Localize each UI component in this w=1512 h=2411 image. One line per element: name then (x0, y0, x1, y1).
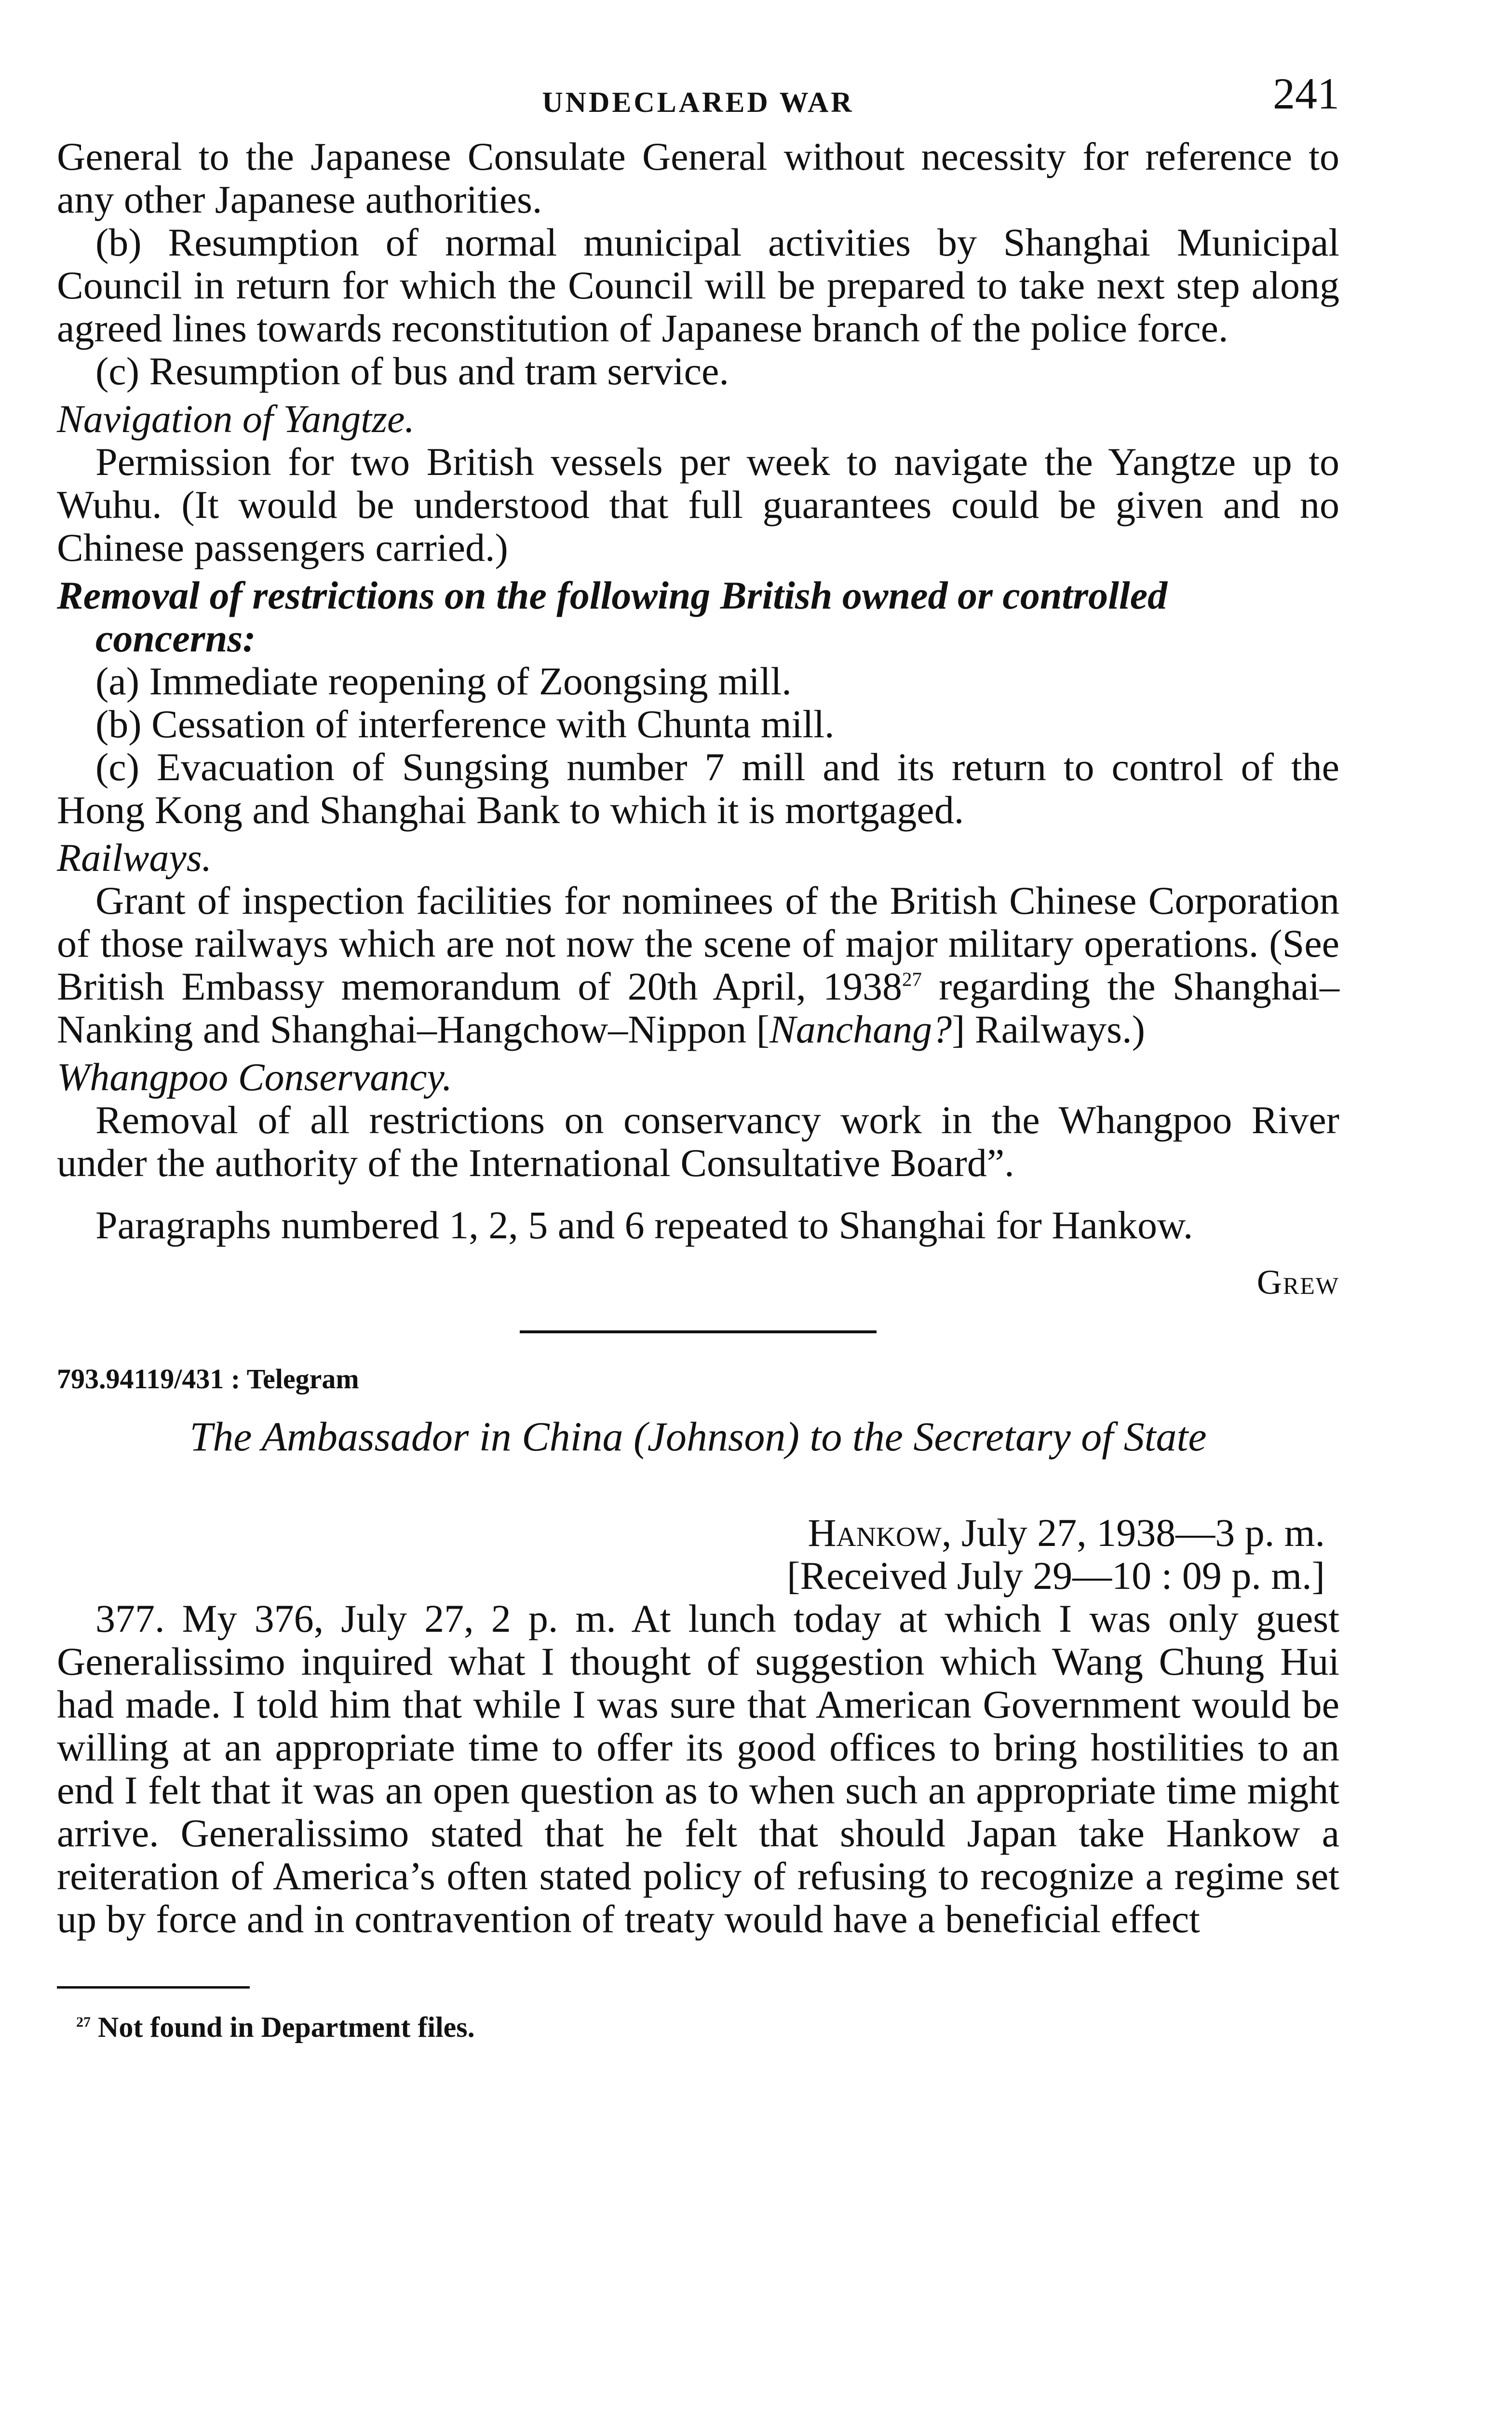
list-item-c (57, 745, 1339, 831)
list-item-b (57, 221, 1339, 350)
list-item-text: Evacuation of Sungsing number 7 mill and its return to control of the Hong Kong and Shanghai Bank to which it is mortgaged. (57, 745, 1339, 832)
list-item-label: (a) (95, 659, 140, 703)
document-page (57, 69, 1340, 2044)
list-item-text: Resumption of bus and tram service. (149, 349, 729, 393)
section-heading-navigation: Navigation of Yangtze. (57, 397, 415, 441)
footnote (57, 2010, 1339, 2044)
text-run-italic: Nanchang? (770, 1007, 952, 1051)
heading-line: Removal of restrictions on the following British owned or controlled (57, 573, 1168, 617)
list-item-text: Resumption of normal municipal activities by Shanghai Municipal Council in return for which the Council will be prepared to take next step along agreed lines towards reconstitution of Japanese branch of the police force. (57, 220, 1340, 350)
running-header (57, 69, 1339, 135)
paragraph-repeated: Paragraphs numbered 1, 2, 5 and 6 repeated to Shanghai for Hankow. (95, 1203, 1193, 1247)
signature: Grew (1256, 1263, 1339, 1301)
section-divider (520, 1330, 877, 1333)
section-heading-railways: Railways. (57, 836, 212, 880)
list-item-label: (c) (95, 349, 140, 393)
paragraph-navigation: Permission for two British vessels per week to navigate the Yangtze up to Wuhu. (It would be understood that full guarantees could be given and no Chinese passengers carried.) (57, 440, 1339, 569)
footnote-marker: 27 (76, 2014, 91, 2030)
list-item-label: (b) (95, 702, 142, 746)
paragraph-whangpoo: Removal of all restrictions on conservancy work in the Whangpoo River under the authority of the International Consultative Board”. (57, 1098, 1339, 1185)
list-item-c (57, 350, 1339, 393)
list-item-text: Immediate reopening of Zoongsing mill. (149, 659, 792, 703)
dateline-place: Hankow, (808, 1511, 952, 1555)
list-item-a (57, 660, 1339, 703)
text-run: Grant of inspection facilities for nominees of the British Chinese Corporation of those railways which are not now the scene of major military operations. (See British Embassy memorandum of 20th April, 1938 (57, 879, 1339, 1008)
dateline (57, 1511, 1339, 1554)
document-title: The Ambassador in China (Johnson) to the Secretary of State (189, 1413, 1207, 1460)
list-item-b (57, 703, 1339, 745)
paragraph-railways (57, 879, 1339, 1051)
document-id: 793.94119/431 : Telegram (57, 1363, 359, 1395)
footnote-reference: 27 (902, 968, 922, 990)
section-heading-whangpoo: Whangpoo Conservancy. (57, 1055, 452, 1099)
text-run: ] Railways.) (952, 1007, 1145, 1051)
running-title: UNDECLARED WAR (542, 86, 854, 118)
footnote-divider (57, 1986, 250, 1989)
heading-line: concerns: (95, 616, 256, 660)
paragraph-continuation: General to the Japanese Consulate General without necessity for reference to any other Japanese authorities. (57, 135, 1339, 221)
list-item-text: Cessation of interference with Chunta mill. (151, 702, 835, 746)
list-item-label: (c) (95, 745, 140, 789)
list-item-label: (b) (95, 220, 142, 264)
received-line: [Received July 29—10 : 09 p. m.] (787, 1554, 1325, 1598)
footnote-text: Not found in Department files. (98, 2011, 475, 2043)
dateline-date: July 27, 1938—3 p. m. (951, 1511, 1325, 1555)
text-run: regarding the Shanghai–Nanking and Shanghai–Hangchow–Nippon [ (57, 964, 1339, 1051)
page-number: 241 (1273, 69, 1339, 118)
paragraph-377: 377. My 376, July 27, 2 p. m. At lunch today at which I was only guest Generalissimo inquired what I thought of suggestion which Wang Chung Hui had made. I told him that while I was sure that American Government would be willing at an appropriate time to offer its good offices to bring hostilities to an end I felt that it was an open question as to when such an appropriate time might arrive. Generalissimo stated that he felt that should Japan take Hankow a reiteration of America’s often stated policy of refusing to recognize a regime set up by force and in contravention of treaty would have a beneficial effect (57, 1597, 1339, 1941)
section-heading-removal (57, 574, 1339, 660)
